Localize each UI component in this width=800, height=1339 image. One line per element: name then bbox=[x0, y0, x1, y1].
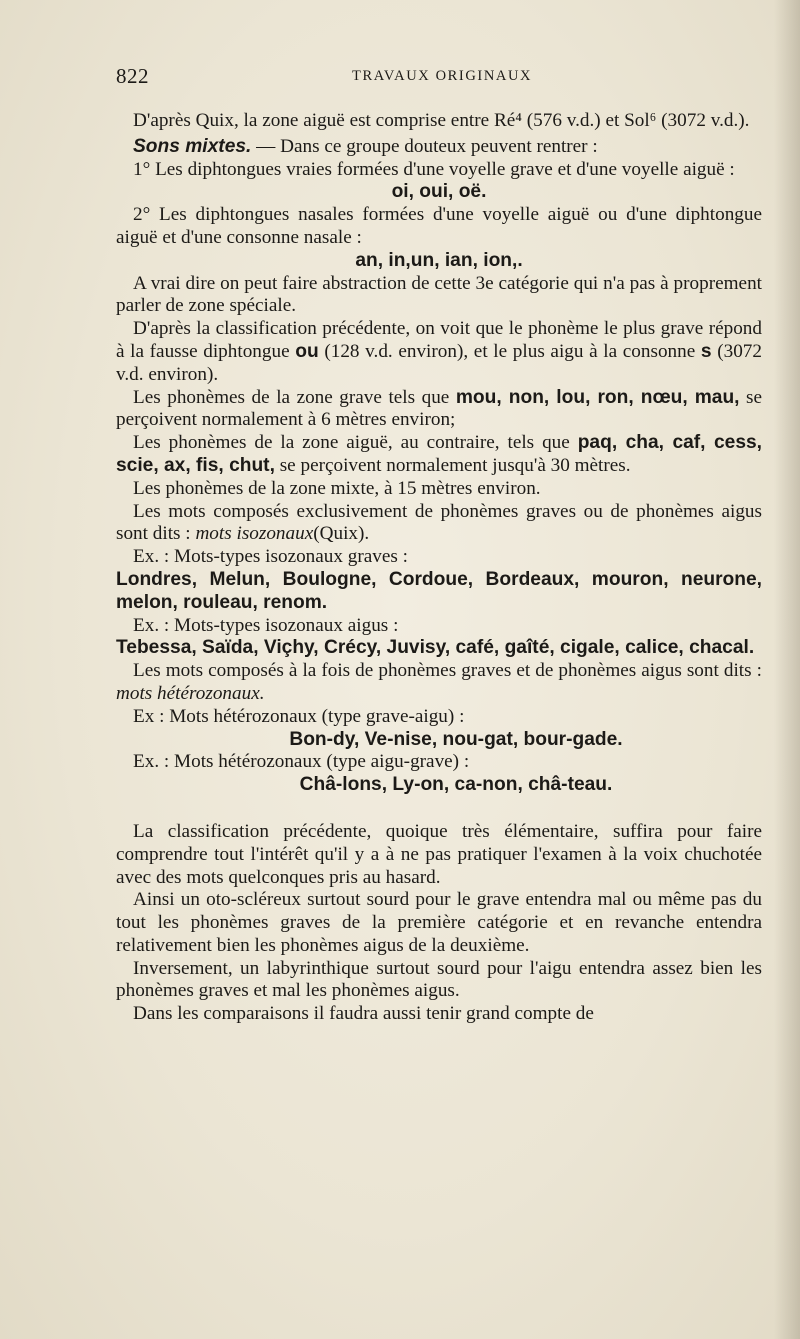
paragraph: 2° Les diphtongues nasales formées d'une voyelle aiguë ou d'une diphtongue aiguë et d'une consonne nasale : bbox=[116, 204, 762, 248]
phoneme-list: paq, cha, caf, cess, scie, ax, fis, chut, bbox=[116, 432, 762, 476]
page-edge-shadow bbox=[774, 0, 800, 1339]
paragraph: Ex : Mots hétérozonaux (type grave-aigu) : bbox=[133, 705, 465, 727]
article-body bbox=[116, 110, 762, 1026]
paragraph: Ex. : Mots-types isozonaux graves : bbox=[133, 546, 408, 568]
example-words: Londres, Melun, Boulogne, Cordoue, Bordeaux, mouron, neurone, melon, rouleau, renom. bbox=[116, 568, 762, 613]
page-number: 822 bbox=[116, 64, 149, 88]
paragraph: Ainsi un oto-scléreux surtout sourd pour le grave entendra mal ou même pas du tout les phonèmes graves de la première catégorie et en revanche entendra relativement bien les phonèmes aigus de la deuxième. bbox=[116, 889, 762, 956]
text: (Quix). bbox=[313, 523, 370, 545]
text: se perçoivent normalement jusqu'à 30 mètres. bbox=[274, 454, 631, 476]
phoneme-list: mou, non, lou, ron, nœu, mau, bbox=[455, 386, 740, 408]
page-header bbox=[116, 64, 756, 88]
text: (3072 v.d. environ). bbox=[116, 340, 762, 385]
text: D'après la classification précédente, on voit que le phonème le plus grave répond à la fausse diphtongue bbox=[116, 318, 762, 362]
paragraph bbox=[116, 432, 762, 478]
text: (128 v.d. environ), et le plus aigu à la consonne bbox=[318, 340, 701, 362]
paragraph bbox=[116, 318, 762, 386]
text: Les mots composés exclusivement de phonèmes graves ou de phonèmes aigus sont dits : bbox=[116, 500, 762, 545]
phoneme: ou bbox=[295, 340, 319, 362]
term: mots isozonaux bbox=[195, 523, 314, 545]
paragraph: La classification précédente, quoique très élémentaire, suffira pour faire comprendre tout l'intérêt qu'il y a à ne pas pratiquer l'examen à la voix chuchotée avec des mots quelconques pris au hasard. bbox=[116, 820, 762, 888]
paragraph-text: — Dans ce groupe douteux peuvent rentrer : bbox=[251, 135, 598, 157]
paragraph: Les phonèmes de la zone mixte, à 15 mètres environ. bbox=[133, 477, 541, 499]
paragraph bbox=[116, 501, 762, 547]
paragraph: Ex. : Mots-types isozonaux aigus : bbox=[133, 614, 399, 636]
text: Les phonèmes de la zone grave tels que bbox=[133, 386, 456, 408]
paragraph: Inversement, un labyrinthique surtout sourd pour l'aigu entendra assez bien les phonèmes graves et mal les phonèmes aigus. bbox=[116, 957, 762, 1002]
example-words: Châ-lons, Ly-on, ca-non, châ-teau. bbox=[299, 774, 613, 796]
paragraph: 1° Les diphtongues vraies formées d'une voyelle grave et d'une voyelle aiguë : bbox=[133, 158, 735, 180]
paragraph: Ex. : Mots hétérozonaux (type aigu-grave) : bbox=[133, 751, 470, 773]
term: mots hétérozonaux. bbox=[116, 682, 265, 704]
text: Les mots composés à la fois de phonèmes graves et de phonèmes aigus sont dits : bbox=[133, 660, 762, 682]
paragraph-sons-mixtes bbox=[116, 136, 762, 159]
paragraph bbox=[116, 387, 762, 433]
phoneme: s bbox=[700, 340, 712, 362]
example-words: Tebessa, Saïda, Viçhy, Crécy, Juvisy, café, gaîté, cigale, calice, chacal. bbox=[116, 637, 755, 659]
example-words: oi, oui, oë. bbox=[391, 181, 487, 203]
running-title: TRAVAUX ORIGINAUX bbox=[352, 68, 533, 84]
example-words: Bon-dy, Ve-nise, nou-gat, bour-gade. bbox=[289, 728, 623, 750]
paragraph: A vrai dire on peut faire abstraction de cette 3e catégorie qui n'a pas à proprement parler de zone spéciale. bbox=[116, 272, 762, 317]
text: se perçoivent normalement à 6 mètres environ; bbox=[116, 386, 763, 431]
section-heading: Sons mixtes. bbox=[133, 135, 252, 157]
text: Les phonèmes de la zone aiguë, au contraire, tels que bbox=[133, 432, 578, 454]
example-words: an, in,un, ian, ion,. bbox=[355, 249, 523, 271]
paragraph: D'après Quix, la zone aiguë est comprise entre Ré⁴ (576 v.d.) et Sol⁶ (3072 v.d.). bbox=[133, 110, 750, 131]
paragraph bbox=[116, 660, 762, 706]
paragraph: Dans les comparaisons il faudra aussi tenir grand compte de bbox=[133, 1003, 594, 1025]
